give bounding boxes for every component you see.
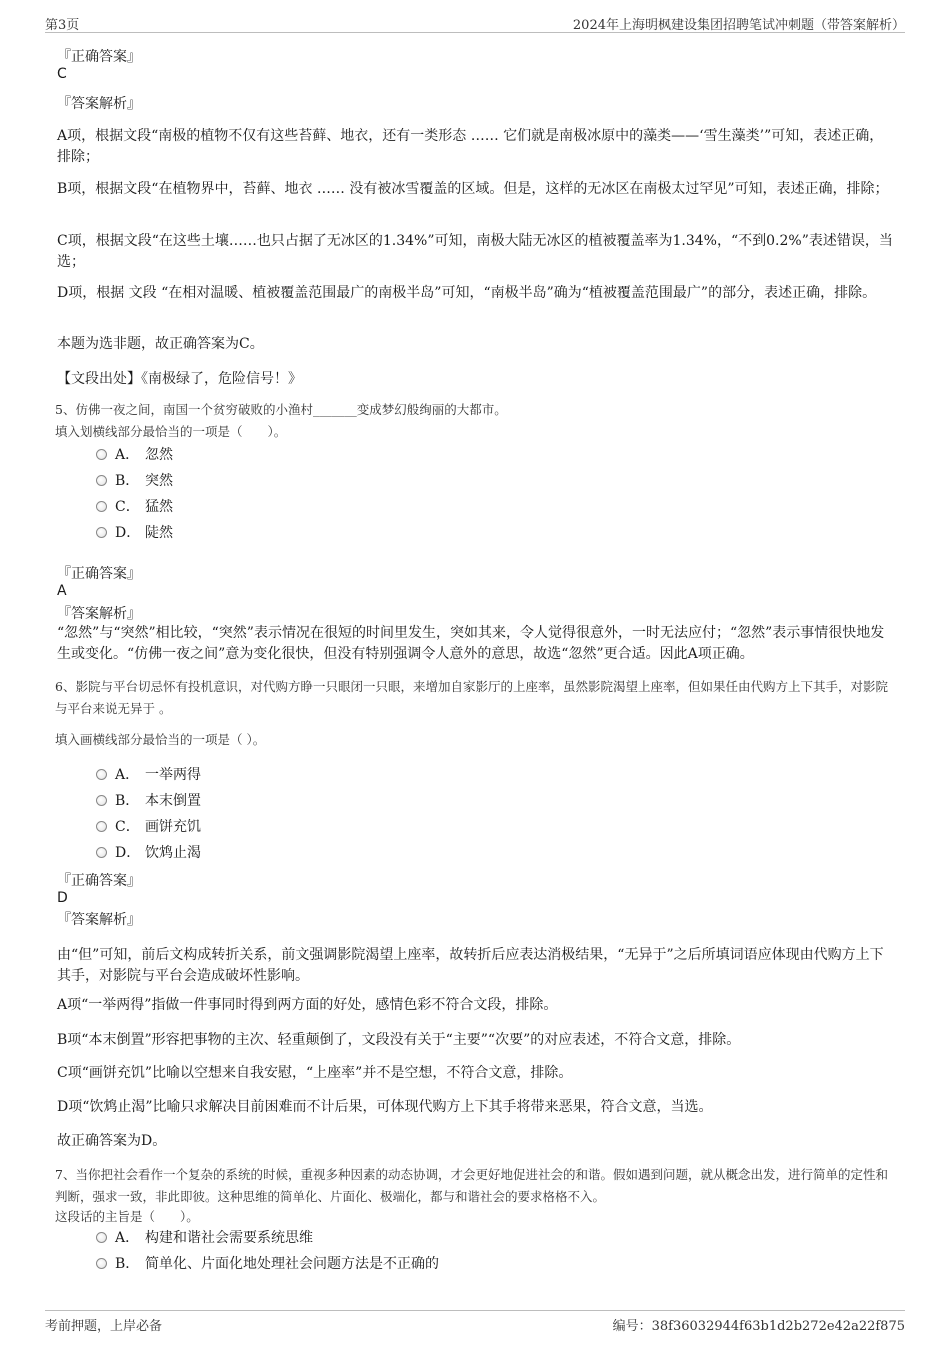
q6-analysis-intro: 由“但”可知，前后文构成转折关系，前文强调影院渴望上座率，故转折后应表达消极结果，“无异于”之后所填词语应体现由代购方上下其手，对影院与平台会造成破坏性影响。	[57, 947, 884, 984]
q4-analysis-b: B项，根据文段“在植物界中，苔藓、地衣 …… 没有被冰雪覆盖的区域。但是，这样的无冰区在南极太过罕见”可知，表述正确，排除；	[57, 181, 889, 197]
radio-icon[interactable]	[96, 795, 107, 806]
q5-answer-label: 『正确答案』	[57, 566, 141, 582]
radio-icon[interactable]	[96, 821, 107, 832]
q6-option-b[interactable]: B． 本末倒置	[96, 791, 201, 811]
q6-option-a[interactable]: A． 一举两得	[96, 765, 201, 785]
q7-prompt: 这段话的主旨是（ ）。	[55, 1209, 199, 1224]
q6-stem: 6、影院与平台切忌怀有投机意识，对代购方睁一只眼闭一只眼，来增加自家影厅的上座率，虽然影院渴望上座率，但如果任由代购方上下其手，对影院与平台来说无异于 。	[55, 679, 888, 716]
page-header	[45, 10, 905, 33]
q5-stem: 5、仿佛一夜之间，南国一个贫穷破败的小渔村_______变成梦幻般绚丽的大都市。	[55, 402, 507, 417]
radio-icon[interactable]	[96, 501, 107, 512]
radio-icon[interactable]	[96, 527, 107, 538]
q6-prompt: 填入画横线部分最恰当的一项是（ ）。	[55, 732, 266, 747]
q4-answer: C	[57, 66, 67, 82]
page-number: 第3页	[45, 18, 80, 33]
q6-answer-label: 『正确答案』	[57, 873, 141, 889]
q6-analysis-a: A项“一举两得”指做一件事同时得到两方面的好处，感情色彩不符合文段，排除。	[57, 997, 558, 1013]
q4-analysis-a: A项，根据文段“南极的植物不仅有这些苔藓、地衣，还有一类形态 …… 它们就是南极冰原中的藻类——‘雪生藻类’”可知，表述正确，排除；	[57, 128, 884, 165]
q6-analysis-b: B项“本末倒置”形容把事物的主次、轻重颠倒了，文段没有关于“主要”“次要”的对应表述，不符合文意，排除。	[57, 1032, 741, 1048]
q5-option-d[interactable]: D． 陡然	[96, 523, 173, 543]
q7-option-a[interactable]: A． 构建和谐社会需要系统思维	[96, 1228, 313, 1248]
q6-option-c[interactable]: C． 画饼充饥	[96, 817, 201, 837]
footer-slogan: 考前押题，上岸必备	[45, 1319, 163, 1334]
q6-analysis-d: D项“饮鸩止渴”比喻只求解决目前困难而不计后果，可体现代购方上下其手将带来恶果，符合文意，当选。	[57, 1099, 713, 1115]
q4-analysis-d: D项，根据 文段 “在相对温暖、植被覆盖范围最广的南极半岛”可知，“南极半岛”确为“植被覆盖范围最广”的部分，表述正确，排除。	[57, 285, 877, 301]
q7-stem: 7、当你把社会看作一个复杂的系统的时候，重视多种因素的动态协调，才会更好地促进社会的和谐。假如遇到问题，就从概念出发，进行简单的定性和判断，强求一致，非此即彼。这种思维的简单化、片面化、极端化，都与和谐社会的要求格格不入。	[55, 1167, 888, 1204]
document-title: 2024年上海明枫建设集团招聘笔试冲刺题（带答案解析）	[572, 18, 905, 33]
q6-conclusion: 故正确答案为D。	[57, 1133, 167, 1149]
document-code: 编号：38f36032944f63b1d2b272e42a22f875	[612, 1319, 905, 1334]
q5-answer: A	[57, 583, 67, 599]
q7-option-b[interactable]: B． 简单化、片面化地处理社会问题方法是不正确的	[96, 1254, 439, 1274]
radio-icon[interactable]	[96, 1232, 107, 1243]
q6-option-d[interactable]: D． 饮鸩止渴	[96, 843, 201, 863]
q4-source: 【文段出处】《南极绿了，危险信号！》	[57, 371, 302, 387]
radio-icon[interactable]	[96, 449, 107, 460]
radio-icon[interactable]	[96, 475, 107, 486]
q5-option-b[interactable]: B． 突然	[96, 471, 173, 491]
q6-analysis-label: 『答案解析』	[57, 912, 141, 928]
q4-analysis-c: C项，根据文段“在这些土壤……也只占据了无冰区的1.34%”可知，南极大陆无冰区的植被覆盖率为1.34%，“不到0.2%”表述错误，当选；	[57, 233, 893, 270]
q6-answer: D	[57, 890, 68, 906]
q4-analysis-label: 『答案解析』	[57, 96, 141, 112]
q5-option-a[interactable]: A． 忽然	[96, 445, 173, 465]
q6-analysis-c: C项“画饼充饥”比喻以空想来自我安慰，“上座率”并不是空想，不符合文意，排除。	[57, 1065, 573, 1081]
q5-analysis: “忽然”与“突然”相比较，“突然”表示情况在很短的时间里发生，突如其来，令人觉得很意外，一时无法应付；“忽然”表示事情很快地发生或变化。“仿佛一夜之间”意为变化很快，但没有特别强调令人意外的意思，故选“忽然”更合适。因此A项正确。	[57, 625, 885, 662]
radio-icon[interactable]	[96, 1258, 107, 1269]
radio-icon[interactable]	[96, 769, 107, 780]
q5-analysis-label: 『答案解析』	[57, 606, 141, 622]
q4-conclusion: 本题为选非题，故正确答案为C。	[57, 336, 264, 352]
q5-prompt: 填入划横线部分最恰当的一项是（ ）。	[55, 424, 287, 439]
q4-answer-label: 『正确答案』	[57, 49, 141, 65]
q5-option-c[interactable]: C． 猛然	[96, 497, 173, 517]
radio-icon[interactable]	[96, 847, 107, 858]
page-footer	[45, 1310, 905, 1333]
